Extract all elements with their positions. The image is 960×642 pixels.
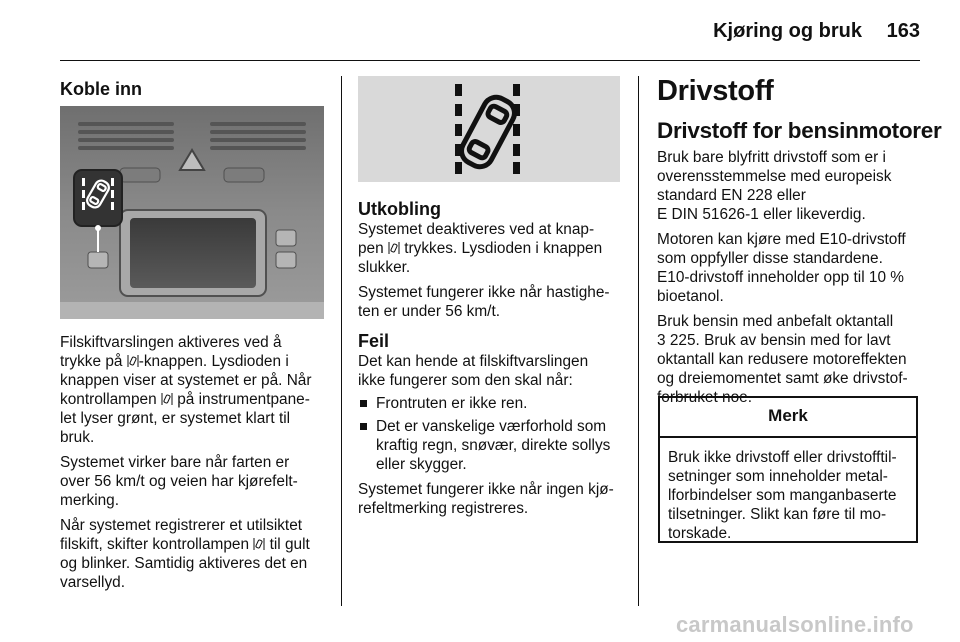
- bullet-icon: [360, 400, 367, 407]
- header-rule: [60, 60, 920, 61]
- enable-paragraph-3: Når systemet registrerer et utilsiktet filskift, skifter kontrollampen til gult og blinker. Samtidig aktiveres det en varsellyd.: [60, 517, 310, 591]
- section-heading-fault: Feil: [358, 331, 390, 351]
- section-heading-fuel: Drivstoff: [657, 75, 774, 107]
- lane-departure-icon: [388, 241, 400, 255]
- column-divider-left: [341, 76, 342, 606]
- chapter-title: Kjøring og bruk: [713, 20, 862, 42]
- disable-speed-paragraph: Systemet fungerer ikke når hastighe- ten er under 56 km/t.: [358, 284, 610, 320]
- fuel-paragraph-1: Bruk bare blyfritt drivstoff som er i overensstemmelse med europeisk standard EN 228 eller E DIN 51626-1 eller likeverdig.: [657, 149, 892, 223]
- page-header: [0, 12, 960, 52]
- enable-paragraph-1: Filskiftvarslingen aktiveres ved å trykke på -knappen. Lysdioden i knappen viser at systemet er på. Når kontrollampen på instrumentpane- let lyser grønt, er systemet klart til bruk.: [60, 334, 312, 446]
- bullet-icon: [360, 423, 367, 430]
- lane-departure-large-icon: [358, 76, 620, 182]
- note-box: [658, 396, 918, 543]
- fault-outro: Systemet fungerer ikke når ingen kjø- refeltmerking registreres.: [358, 481, 614, 517]
- subsection-heading-petrol: Drivstoff for bensinmotorer: [657, 118, 942, 143]
- fuel-paragraph-3: Bruk bensin med anbefalt oktantall 3 225. Bruk av bensin med for lavt oktantall kan redusere motoreffekten og dreiemomentet samt øke drivstof- forbruket noe.: [657, 313, 908, 406]
- dashboard-photo: [60, 106, 324, 319]
- column-divider-right: [638, 76, 639, 606]
- section-heading-disable: Utkobling: [358, 199, 441, 219]
- lane-departure-icon: [127, 354, 139, 368]
- fuel-paragraph-2: Motoren kan kjøre med E10-drivstoff som oppfyller disse standardene. E10-drivstoff inneholder opp til 10 % bioetanol.: [657, 231, 906, 305]
- section-heading-enable: Koble inn: [60, 79, 142, 99]
- watermark: carmanualsonline.info: [676, 612, 914, 637]
- list-item: Det er vanskelige værforhold som kraftig regn, snøvær, direkte sollys eller skygger.: [358, 417, 630, 474]
- fault-list: [358, 394, 630, 474]
- list-item: Frontruten er ikke ren.: [358, 394, 630, 413]
- fault-intro: Det kan hende at filskiftvarslingen ikke fungerer som den skal når:: [358, 353, 589, 389]
- lane-departure-icon: [253, 537, 265, 551]
- note-title: Merk: [660, 398, 916, 438]
- lane-departure-icon: [161, 392, 173, 406]
- page-number: 163: [886, 20, 920, 42]
- enable-paragraph-2: Systemet virker bare når farten er over 56 km/t og veien har kjørefelt- merking.: [60, 454, 298, 509]
- disable-paragraph: Systemet deaktiveres ved at knap- pen trykkes. Lysdioden i knappen slukker.: [358, 221, 603, 276]
- note-body: Bruk ikke drivstoff eller drivstofftil- setninger som inneholder metal- lforbindelser som manganbaserte tilsetninger. Slikt kan føre til mo- torskade.: [668, 449, 897, 542]
